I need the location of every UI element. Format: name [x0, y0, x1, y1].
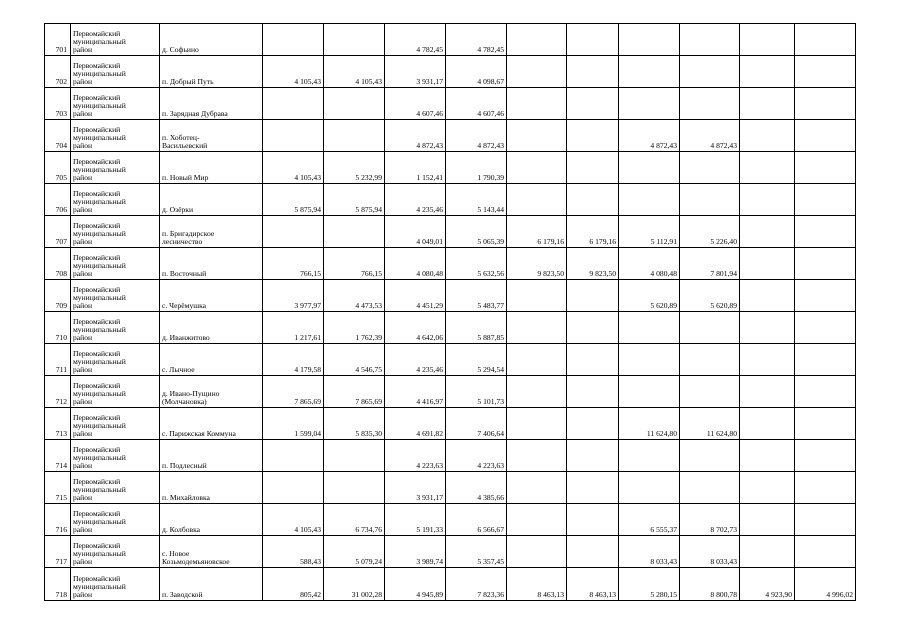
value-cell: 8 463,13 [507, 568, 567, 601]
value-cell [680, 440, 740, 472]
value-cell [567, 344, 619, 376]
value-cell [567, 408, 619, 440]
value-cell: 4 451,29 [385, 280, 446, 312]
value-cell [680, 312, 740, 344]
table-row [45, 408, 856, 440]
value-cell [795, 120, 856, 152]
value-cell [795, 312, 856, 344]
value-cell: 5 065,39 [446, 216, 507, 248]
value-cell [567, 280, 619, 312]
value-cell: 11 624,80 [680, 408, 740, 440]
value-cell [795, 536, 856, 568]
value-cell [507, 312, 567, 344]
table-row [45, 504, 856, 536]
table-row [45, 472, 856, 504]
value-cell: 4 235,46 [385, 344, 446, 376]
value-cell: 4 385,66 [446, 472, 507, 504]
value-cell [507, 24, 567, 56]
value-cell: 5 280,15 [619, 568, 680, 601]
value-cell: 1 217,61 [263, 312, 324, 344]
value-cell [740, 248, 795, 280]
value-cell [263, 440, 324, 472]
row-number-cell: 715 [45, 472, 71, 504]
value-cell: 6 179,16 [507, 216, 567, 248]
value-cell [680, 56, 740, 88]
value-cell [567, 504, 619, 536]
table-row [45, 24, 856, 56]
value-cell: 5 835,30 [324, 408, 385, 440]
value-cell [740, 88, 795, 120]
value-cell: 7 865,69 [324, 376, 385, 408]
value-cell [740, 56, 795, 88]
settlement-cell: с. Парижская Коммуна [160, 408, 263, 440]
value-cell: 4 945,89 [385, 568, 446, 601]
district-cell: Первомайский муниципальный район [71, 184, 160, 216]
table-row [45, 248, 856, 280]
value-cell [740, 408, 795, 440]
value-cell [567, 472, 619, 504]
row-number-cell: 706 [45, 184, 71, 216]
value-cell [507, 280, 567, 312]
district-cell: Первомайский муниципальный район [71, 472, 160, 504]
value-cell: 4 049,01 [385, 216, 446, 248]
row-number-cell: 701 [45, 24, 71, 56]
value-cell [740, 120, 795, 152]
value-cell: 4 872,43 [446, 120, 507, 152]
row-number-cell: 704 [45, 120, 71, 152]
settlement-cell: п. Хоботец- Васильевский [160, 120, 263, 152]
row-number-cell: 705 [45, 152, 71, 184]
value-cell: 5 875,94 [324, 184, 385, 216]
value-cell [324, 216, 385, 248]
row-number-cell: 702 [45, 56, 71, 88]
value-cell [263, 88, 324, 120]
value-cell [619, 344, 680, 376]
value-cell [680, 88, 740, 120]
table-row [45, 280, 856, 312]
value-cell: 4 642,06 [385, 312, 446, 344]
value-cell: 766,15 [324, 248, 385, 280]
district-cell: Первомайский муниципальный район [71, 312, 160, 344]
value-cell [740, 504, 795, 536]
value-cell: 11 624,80 [619, 408, 680, 440]
value-cell [507, 408, 567, 440]
table-row [45, 216, 856, 248]
row-number-cell: 708 [45, 248, 71, 280]
value-cell: 5 875,94 [263, 184, 324, 216]
value-cell [680, 344, 740, 376]
row-number-cell: 714 [45, 440, 71, 472]
value-cell: 5 620,89 [680, 280, 740, 312]
value-cell: 4 235,46 [385, 184, 446, 216]
value-cell [507, 120, 567, 152]
value-cell: 5 887,85 [446, 312, 507, 344]
value-cell: 5 620,89 [619, 280, 680, 312]
value-cell: 588,43 [263, 536, 324, 568]
value-cell [567, 184, 619, 216]
value-cell [263, 24, 324, 56]
value-cell: 5 632,56 [446, 248, 507, 280]
value-cell [619, 56, 680, 88]
value-cell [680, 184, 740, 216]
value-cell: 4 782,45 [446, 24, 507, 56]
value-cell [740, 152, 795, 184]
value-cell [324, 120, 385, 152]
value-cell: 6 566,67 [446, 504, 507, 536]
value-cell: 805,42 [263, 568, 324, 601]
value-cell: 4 996,02 [795, 568, 856, 601]
value-cell [740, 536, 795, 568]
row-number-cell: 710 [45, 312, 71, 344]
settlement-cell: п. Бригадирское лесничество [160, 216, 263, 248]
value-cell [795, 216, 856, 248]
settlement-cell: д. Ивано-Пущино (Молчановка) [160, 376, 263, 408]
value-cell: 5 226,40 [680, 216, 740, 248]
value-cell [507, 344, 567, 376]
settlement-cell: п. Подлесный [160, 440, 263, 472]
value-cell: 3 931,17 [385, 472, 446, 504]
district-cell: Первомайский муниципальный район [71, 152, 160, 184]
value-cell: 4 691,82 [385, 408, 446, 440]
value-cell: 7 823,36 [446, 568, 507, 601]
settlement-cell: п. Добрый Путь [160, 56, 263, 88]
table-row [45, 120, 856, 152]
row-number-cell: 712 [45, 376, 71, 408]
value-cell: 4 223,63 [446, 440, 507, 472]
value-cell [740, 312, 795, 344]
value-cell: 4 223,63 [385, 440, 446, 472]
table-row [45, 344, 856, 376]
settlement-cell: д. Озёрки [160, 184, 263, 216]
value-cell: 5 483,77 [446, 280, 507, 312]
district-cell: Первомайский муниципальный район [71, 24, 160, 56]
value-cell: 7 801,94 [680, 248, 740, 280]
value-cell [740, 216, 795, 248]
value-cell [263, 472, 324, 504]
value-cell [740, 472, 795, 504]
value-cell: 3 989,74 [385, 536, 446, 568]
value-cell: 4 416,97 [385, 376, 446, 408]
value-cell: 5 357,45 [446, 536, 507, 568]
value-cell [795, 24, 856, 56]
value-cell [795, 56, 856, 88]
value-cell: 4 607,46 [385, 88, 446, 120]
value-cell [567, 376, 619, 408]
value-cell [619, 152, 680, 184]
value-cell: 4 080,48 [619, 248, 680, 280]
value-cell: 6 179,16 [567, 216, 619, 248]
settlement-cell: д. Колбовка [160, 504, 263, 536]
district-cell: Первомайский муниципальный район [71, 280, 160, 312]
value-cell [567, 312, 619, 344]
value-cell [680, 152, 740, 184]
value-cell [507, 88, 567, 120]
table-row [45, 536, 856, 568]
table-row [45, 184, 856, 216]
value-cell: 4 105,43 [263, 504, 324, 536]
value-cell [567, 24, 619, 56]
value-cell [567, 536, 619, 568]
value-cell: 8 463,13 [567, 568, 619, 601]
value-cell [507, 504, 567, 536]
value-cell [740, 24, 795, 56]
value-cell: 8 800,78 [680, 568, 740, 601]
value-cell: 8 702,73 [680, 504, 740, 536]
table-row [45, 56, 856, 88]
value-cell [619, 376, 680, 408]
row-number-cell: 718 [45, 568, 71, 601]
value-cell [795, 280, 856, 312]
value-cell [567, 56, 619, 88]
value-cell: 4 872,43 [619, 120, 680, 152]
value-cell: 3 977,97 [263, 280, 324, 312]
value-cell [619, 88, 680, 120]
district-cell: Первомайский муниципальный район [71, 568, 160, 601]
table-row [45, 152, 856, 184]
value-cell [795, 408, 856, 440]
value-cell: 4 473,53 [324, 280, 385, 312]
value-cell [680, 24, 740, 56]
value-cell [263, 216, 324, 248]
district-cell: Первомайский муниципальный район [71, 120, 160, 152]
value-cell [567, 88, 619, 120]
value-cell: 5 112,91 [619, 216, 680, 248]
value-cell [567, 440, 619, 472]
row-number-cell: 713 [45, 408, 71, 440]
value-cell: 5 191,33 [385, 504, 446, 536]
value-cell [507, 472, 567, 504]
district-cell: Первомайский муниципальный район [71, 408, 160, 440]
value-cell [507, 376, 567, 408]
value-cell [507, 440, 567, 472]
value-cell: 9 823,50 [567, 248, 619, 280]
value-cell [795, 184, 856, 216]
value-cell: 1 790,39 [446, 152, 507, 184]
value-cell [795, 152, 856, 184]
value-cell: 4 872,43 [385, 120, 446, 152]
row-number-cell: 707 [45, 216, 71, 248]
value-cell [740, 440, 795, 472]
value-cell [680, 376, 740, 408]
settlement-cell: п. Заводской [160, 568, 263, 601]
value-cell: 4 782,45 [385, 24, 446, 56]
value-cell: 4 080,48 [385, 248, 446, 280]
table-row [45, 568, 856, 601]
value-cell: 4 098,67 [446, 56, 507, 88]
value-cell: 4 105,43 [324, 56, 385, 88]
value-cell: 4 872,43 [680, 120, 740, 152]
value-cell [740, 344, 795, 376]
value-cell: 1 152,41 [385, 152, 446, 184]
table-row [45, 88, 856, 120]
value-cell [567, 120, 619, 152]
value-cell [795, 376, 856, 408]
district-cell: Первомайский муниципальный район [71, 56, 160, 88]
settlement-cell: д. Иванжитово [160, 312, 263, 344]
value-cell [507, 56, 567, 88]
value-cell [619, 440, 680, 472]
value-cell: 4 179,58 [263, 344, 324, 376]
row-number-cell: 717 [45, 536, 71, 568]
row-number-cell: 703 [45, 88, 71, 120]
value-cell [795, 440, 856, 472]
value-cell [324, 440, 385, 472]
value-cell: 6 555,37 [619, 504, 680, 536]
value-cell [619, 184, 680, 216]
value-cell [795, 472, 856, 504]
value-cell: 4 607,46 [446, 88, 507, 120]
row-number-cell: 716 [45, 504, 71, 536]
settlement-cell: п. Михайловка [160, 472, 263, 504]
row-number-cell: 711 [45, 344, 71, 376]
value-cell [507, 184, 567, 216]
tariff-table [44, 23, 856, 601]
value-cell: 6 734,76 [324, 504, 385, 536]
value-cell: 5 143,44 [446, 184, 507, 216]
value-cell: 4 105,43 [263, 56, 324, 88]
district-cell: Первомайский муниципальный район [71, 376, 160, 408]
district-cell: Первомайский муниципальный район [71, 216, 160, 248]
value-cell [740, 280, 795, 312]
value-cell: 7 406,64 [446, 408, 507, 440]
value-cell: 4 105,43 [263, 152, 324, 184]
value-cell: 1 762,39 [324, 312, 385, 344]
value-cell: 4 546,75 [324, 344, 385, 376]
value-cell: 3 931,17 [385, 56, 446, 88]
value-cell [680, 472, 740, 504]
value-cell: 1 599,04 [263, 408, 324, 440]
value-cell: 9 823,50 [507, 248, 567, 280]
value-cell [795, 344, 856, 376]
value-cell: 8 033,43 [680, 536, 740, 568]
district-cell: Первомайский муниципальный район [71, 344, 160, 376]
settlement-cell: п. Новый Мир [160, 152, 263, 184]
district-cell: Первомайский муниципальный район [71, 248, 160, 280]
value-cell [740, 184, 795, 216]
value-cell: 5 101,73 [446, 376, 507, 408]
settlement-cell: п. Восточный [160, 248, 263, 280]
district-cell: Первомайский муниципальный район [71, 536, 160, 568]
settlement-cell: с. Лычное [160, 344, 263, 376]
value-cell [795, 504, 856, 536]
district-cell: Первомайский муниципальный район [71, 504, 160, 536]
value-cell [740, 376, 795, 408]
table-row [45, 440, 856, 472]
settlement-cell: с. Черёмушка [160, 280, 263, 312]
settlement-cell: д. Софьино [160, 24, 263, 56]
value-cell: 7 865,69 [263, 376, 324, 408]
value-cell: 5 232,99 [324, 152, 385, 184]
settlement-cell: п. Зарядная Дубрава [160, 88, 263, 120]
value-cell [795, 88, 856, 120]
value-cell [619, 24, 680, 56]
value-cell: 4 923,90 [740, 568, 795, 601]
settlement-cell: с. Новое Козьмодемьяновское [160, 536, 263, 568]
value-cell [324, 472, 385, 504]
value-cell [619, 312, 680, 344]
value-cell [324, 88, 385, 120]
value-cell [507, 536, 567, 568]
table-row [45, 312, 856, 344]
value-cell: 31 002,28 [324, 568, 385, 601]
district-cell: Первомайский муниципальный район [71, 440, 160, 472]
table-row [45, 376, 856, 408]
value-cell [619, 472, 680, 504]
value-cell [507, 152, 567, 184]
value-cell [567, 152, 619, 184]
value-cell: 8 033,43 [619, 536, 680, 568]
district-cell: Первомайский муниципальный район [71, 88, 160, 120]
value-cell: 5 294,54 [446, 344, 507, 376]
value-cell: 766,15 [263, 248, 324, 280]
value-cell [263, 120, 324, 152]
value-cell [795, 248, 856, 280]
value-cell [324, 24, 385, 56]
row-number-cell: 709 [45, 280, 71, 312]
value-cell: 5 079,24 [324, 536, 385, 568]
